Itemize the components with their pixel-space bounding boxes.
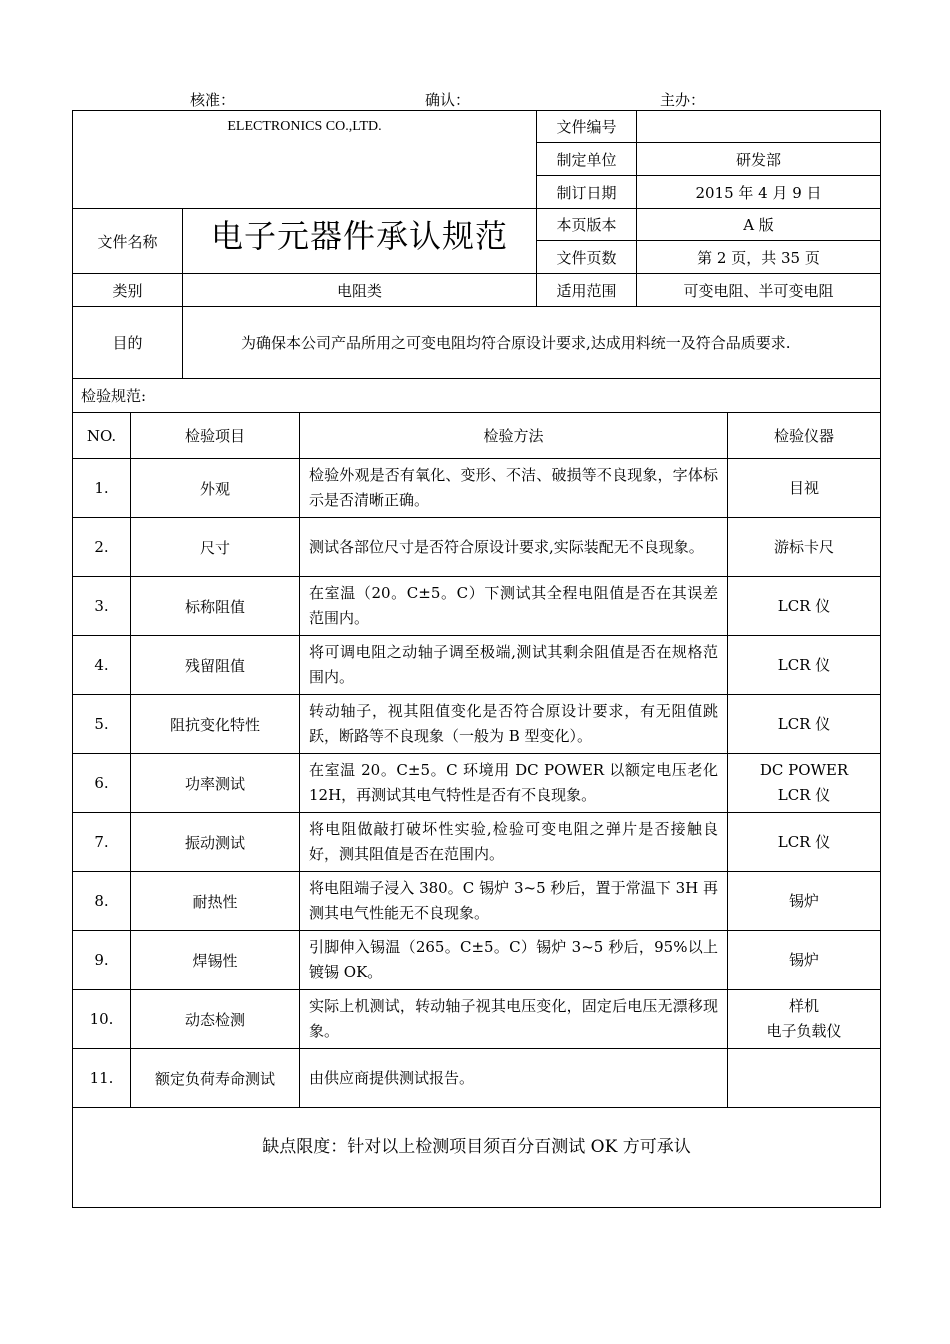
scope-label: 适用范围 [537, 274, 637, 307]
row-no: 10. [73, 990, 131, 1049]
info-value-doc-number [637, 111, 881, 143]
row-item: 动态检测 [131, 990, 300, 1049]
info-label-doc-number: 文件编号 [537, 111, 637, 143]
row-tool-primary: LCR 仪 [777, 832, 831, 851]
row-no: 7. [73, 813, 131, 872]
row-item: 振动测试 [131, 813, 300, 872]
doc-title-label: 文件名称 [73, 209, 183, 274]
table-row [73, 813, 881, 872]
category-value: 电阻类 [183, 274, 537, 307]
column-header-tool: 检验仪器 [728, 413, 881, 459]
info-label-date: 制订日期 [537, 176, 637, 209]
row-no: 9. [73, 931, 131, 990]
inspection-header-row [73, 413, 881, 459]
column-header-no: NO. [73, 413, 131, 459]
row-item: 焊锡性 [131, 931, 300, 990]
table-row [73, 695, 881, 754]
purpose-label: 目的 [73, 307, 183, 379]
row-method: 实际上机测试，转动轴子视其电压变化，固定后电压无漂移现象。 [300, 990, 728, 1049]
info-label-pages: 文件页数 [537, 241, 637, 274]
row-tool-primary: 样机 [788, 997, 819, 1015]
row-tool-primary: LCR 仪 [777, 714, 831, 733]
row-tool [728, 459, 881, 518]
row-tool-secondary: LCR 仪 [777, 786, 831, 804]
category-label: 类别 [73, 274, 183, 307]
row-method: 检验外观是否有氧化、变形、不洁、破损等不良现象，字体标示是否清晰正确。 [300, 459, 728, 518]
row-tool [728, 872, 881, 931]
row-method: 由供应商提供测试报告。 [300, 1049, 728, 1108]
info-label-department: 制定单位 [537, 143, 637, 176]
row-no: 6. [73, 754, 131, 813]
row-tool [728, 1049, 881, 1108]
row-no: 2. [73, 518, 131, 577]
row-item: 阻抗变化特性 [131, 695, 300, 754]
row-tool [728, 695, 881, 754]
owner-label: 主办： [660, 91, 706, 109]
table-row [73, 459, 881, 518]
row-tool-primary: DC POWER [759, 761, 849, 779]
inspection-section-label: 检验规范: [73, 379, 881, 413]
row-item: 尺寸 [131, 518, 300, 577]
header-table [72, 110, 881, 413]
column-header-method: 检验方法 [300, 413, 728, 459]
row-no: 1. [73, 459, 131, 518]
row-tool-primary: LCR 仪 [777, 655, 831, 674]
column-header-item: 检验项目 [131, 413, 300, 459]
row-method: 引脚伸入锡温（265。C±5。C）锡炉 3~5 秒后，95%以上镀锡 OK。 [300, 931, 728, 990]
row-tool-primary: LCR 仪 [777, 596, 831, 615]
row-item: 标称阻值 [131, 577, 300, 636]
row-method: 测试各部位尺寸是否符合原设计要求,实际装配无不良现象。 [300, 518, 728, 577]
row-no: 3. [73, 577, 131, 636]
company-name: ELECTRONICS CO.,LTD. [73, 111, 537, 209]
row-no: 8. [73, 872, 131, 931]
table-row [73, 518, 881, 577]
info-value-pages: 第 2 页，共 35 页 [637, 241, 881, 274]
row-tool [728, 577, 881, 636]
approve-label: 核准： [190, 91, 236, 109]
row-no: 11. [73, 1049, 131, 1108]
row-method: 将可调电阻之动轴子调至极端,测试其剩余阻值是否在规格范围内。 [300, 636, 728, 695]
row-tool-primary: 游标卡尺 [773, 537, 834, 556]
defect-limit: 缺点限度：针对以上检测项目须百分百测试 OK 方可承认 [73, 1108, 881, 1208]
row-item: 残留阻值 [131, 636, 300, 695]
row-tool [728, 813, 881, 872]
info-label-version: 本页版本 [537, 209, 637, 241]
row-tool [728, 990, 881, 1049]
info-value-date: 2015 年 4 月 9 日 [637, 176, 881, 209]
row-item: 耐热性 [131, 872, 300, 931]
table-row [73, 577, 881, 636]
row-tool [728, 636, 881, 695]
row-tool [728, 754, 881, 813]
confirm-label: 确认： [425, 91, 471, 109]
info-value-department: 研发部 [637, 143, 881, 176]
row-method: 在室温（20。C±5。C）下测试其全程电阻值是否在其误差范围内。 [300, 577, 728, 636]
purpose-text: 为确保本公司产品所用之可变电阻均符合原设计要求,达成用料统一及符合品质要求. [183, 307, 881, 379]
row-item: 外观 [131, 459, 300, 518]
row-item: 额定负荷寿命测试 [131, 1049, 300, 1108]
row-method: 将电阻端子浸入 380。C 锡炉 3~5 秒后，置于常温下 3H 再测其电气性能无不良现象。 [300, 872, 728, 931]
table-row [73, 754, 881, 813]
inspection-table [72, 412, 881, 1208]
table-row [73, 931, 881, 990]
row-tool-primary: 锡炉 [788, 950, 819, 969]
table-row [73, 990, 881, 1049]
row-method: 转动轴子，视其阻值变化是否符合原设计要求，有无阻值跳跃，断路等不良现象（一般为 B 型变化）。 [300, 695, 728, 754]
row-no: 5. [73, 695, 131, 754]
scope-value: 可变电阻、半可变电阻 [637, 274, 881, 307]
row-tool-primary: 锡炉 [788, 891, 819, 910]
row-tool-primary: 目视 [788, 478, 819, 497]
row-method: 将电阻做敲打破坏性实验,检验可变电阻之弹片是否接触良好，测其阻值是否在范围内。 [300, 813, 728, 872]
table-row [73, 636, 881, 695]
info-value-version: A 版 [637, 209, 881, 241]
document-frame [72, 110, 880, 1208]
row-tool [728, 931, 881, 990]
doc-title: 电子元器件承认规范 [183, 209, 537, 274]
row-item: 功率测试 [131, 754, 300, 813]
row-no: 4. [73, 636, 131, 695]
row-tool-secondary: 电子负载仪 [766, 1022, 842, 1040]
row-tool [728, 518, 881, 577]
table-row [73, 872, 881, 931]
table-row [73, 1049, 881, 1108]
row-method: 在室温 20。C±5。C 环境用 DC POWER 以额定电压老化 12H，再测试其电气特性是否有不良现象。 [300, 754, 728, 813]
